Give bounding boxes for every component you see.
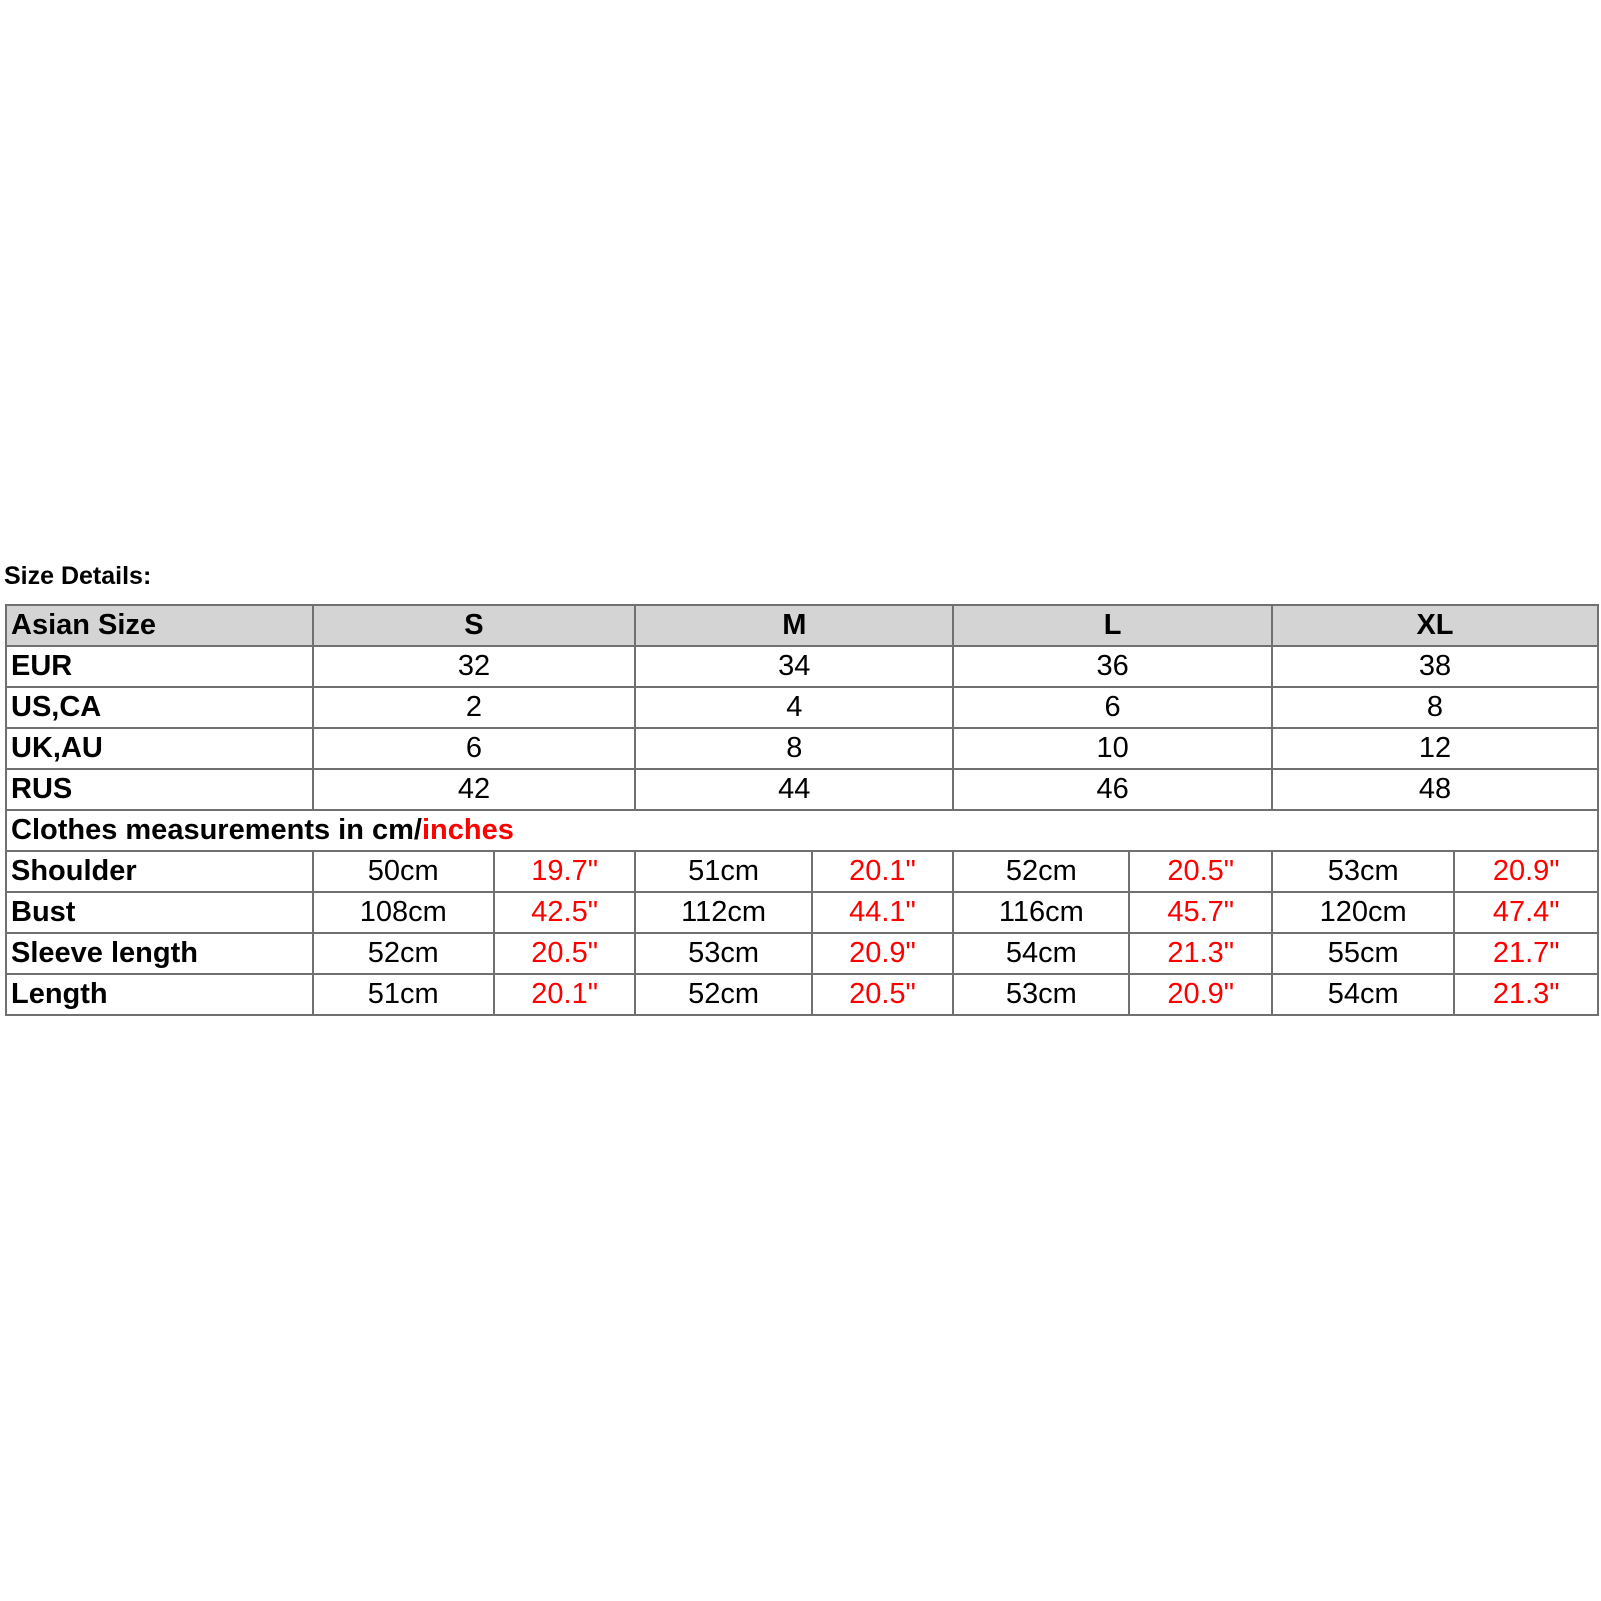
inch-value: 20.9" — [812, 933, 953, 974]
row-label: RUS — [6, 769, 313, 810]
inch-value: 19.7" — [494, 851, 635, 892]
header-label: Asian Size — [6, 605, 313, 646]
cm-value: 53cm — [1272, 851, 1454, 892]
measurements-heading-inches: inches — [421, 814, 514, 846]
inch-value: 21.3" — [1129, 933, 1271, 974]
cm-value: 112cm — [635, 892, 811, 933]
size-value: 36 — [953, 646, 1272, 687]
size-table — [5, 604, 1599, 1016]
size-value: 8 — [1272, 687, 1598, 728]
row-label: EUR — [6, 646, 313, 687]
size-value: 44 — [635, 769, 953, 810]
cm-value: 52cm — [953, 851, 1129, 892]
row-label: UK,AU — [6, 728, 313, 769]
size-value: 10 — [953, 728, 1272, 769]
cm-value: 116cm — [953, 892, 1129, 933]
cm-value: 54cm — [1272, 974, 1454, 1015]
size-value: 8 — [635, 728, 953, 769]
inch-value: 20.5" — [812, 974, 953, 1015]
measurement-row-length — [6, 974, 1598, 1015]
page-title: Size Details: — [4, 562, 152, 590]
inch-value: 42.5" — [494, 892, 635, 933]
measurement-row-sleeve-length — [6, 933, 1598, 974]
cm-value: 108cm — [313, 892, 494, 933]
measurements-heading-row — [6, 810, 1598, 851]
inch-value: 20.5" — [494, 933, 635, 974]
inch-value: 20.9" — [1454, 851, 1598, 892]
size-row-rus — [6, 769, 1598, 810]
size-row-us-ca — [6, 687, 1598, 728]
size-value: 38 — [1272, 646, 1598, 687]
inch-value: 20.9" — [1129, 974, 1271, 1015]
inch-value: 20.1" — [812, 851, 953, 892]
size-header-m: M — [635, 605, 953, 646]
size-value: 12 — [1272, 728, 1598, 769]
cm-value: 53cm — [635, 933, 811, 974]
measurement-row-bust — [6, 892, 1598, 933]
inch-value: 44.1" — [812, 892, 953, 933]
inch-value: 45.7" — [1129, 892, 1271, 933]
cm-value: 55cm — [1272, 933, 1454, 974]
size-row-uk-au — [6, 728, 1598, 769]
size-value: 42 — [313, 769, 636, 810]
inch-value: 21.7" — [1454, 933, 1598, 974]
size-value: 46 — [953, 769, 1272, 810]
cm-value: 53cm — [953, 974, 1129, 1015]
inch-value: 47.4" — [1454, 892, 1598, 933]
row-label: Bust — [6, 892, 313, 933]
inch-value: 21.3" — [1454, 974, 1598, 1015]
size-value: 6 — [953, 687, 1272, 728]
row-label: Sleeve length — [6, 933, 313, 974]
size-value: 2 — [313, 687, 636, 728]
size-header-s: S — [313, 605, 636, 646]
inch-value: 20.5" — [1129, 851, 1271, 892]
size-header-xl: XL — [1272, 605, 1598, 646]
cm-value: 51cm — [635, 851, 811, 892]
measurement-row-shoulder — [6, 851, 1598, 892]
cm-value: 52cm — [313, 933, 494, 974]
cm-value: 54cm — [953, 933, 1129, 974]
measurements-heading — [6, 810, 1598, 851]
size-header-l: L — [953, 605, 1272, 646]
cm-value: 50cm — [313, 851, 494, 892]
row-label: US,CA — [6, 687, 313, 728]
measurements-heading-prefix: Clothes measurements in cm/ — [11, 814, 422, 846]
size-value: 34 — [635, 646, 953, 687]
size-value: 32 — [313, 646, 636, 687]
cm-value: 52cm — [635, 974, 811, 1015]
size-row-eur — [6, 646, 1598, 687]
inch-value: 20.1" — [494, 974, 635, 1015]
size-value: 6 — [313, 728, 636, 769]
size-value: 48 — [1272, 769, 1598, 810]
cm-value: 120cm — [1272, 892, 1454, 933]
cm-value: 51cm — [313, 974, 494, 1015]
row-label: Length — [6, 974, 313, 1015]
header-row — [6, 605, 1598, 646]
size-value: 4 — [635, 687, 953, 728]
row-label: Shoulder — [6, 851, 313, 892]
